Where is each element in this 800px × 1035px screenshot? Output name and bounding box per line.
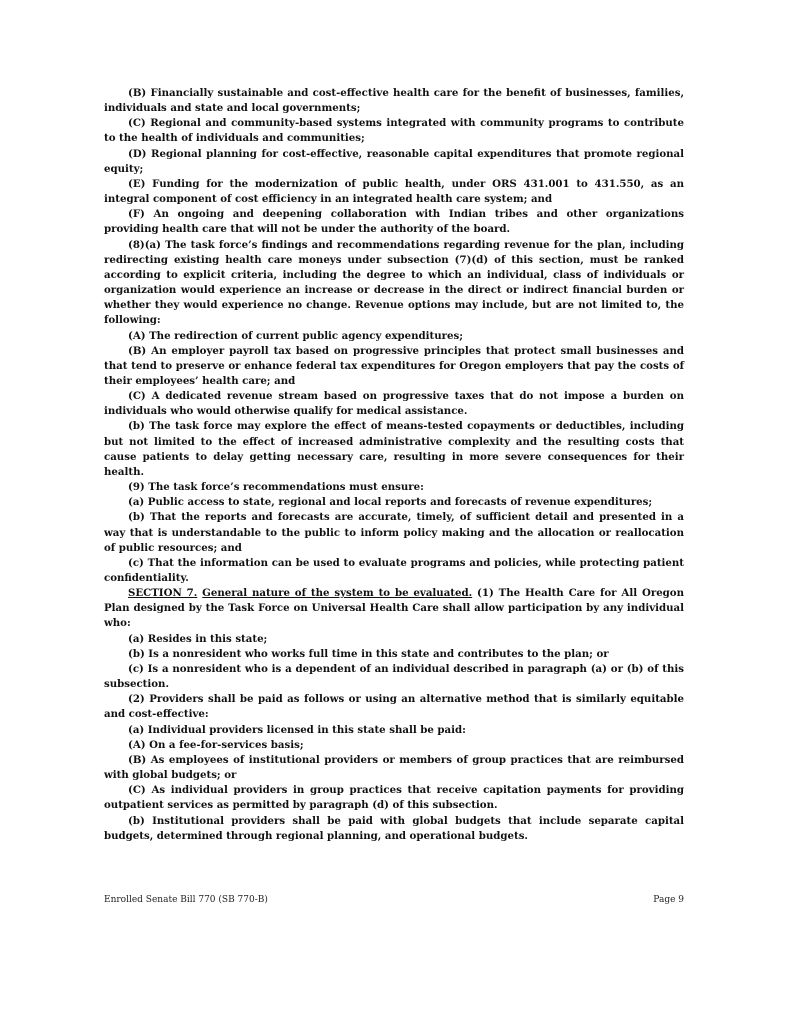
- page-number: Page 9: [653, 895, 684, 905]
- section-7-heading: [104, 586, 684, 631]
- paragraph: (B) Financially sustainable and cost-effective health care for the benefit of businesses, families, individuals and state and local governments;: [104, 87, 684, 115]
- paragraph: (E) Funding for the modernization of public health, under ORS 431.001 to 431.550, as an integral component of cost efficiency in an integrated health care system; and: [104, 177, 684, 206]
- paragraph: (B) An employer payroll tax based on progressive principles that protect small businesses and that tend to preserve or enhance federal tax expenditures for Oregon employers that pay the costs of their employees’ health care; and: [104, 344, 684, 387]
- paragraph: (2) Providers shall be paid as follows or using an alternative method that is similarly equitable and cost-effective:: [104, 693, 684, 721]
- paragraph: (C) A dedicated revenue stream based on progressive taxes that do not impose a burden on individuals who would otherwise qualify for medical assistance.: [104, 390, 684, 418]
- paragraph: (b) The task force may explore the effect of means-tested copayments or deductibles, including but not limited to the effect of increased administrative complexity and the resulting costs that cause patients to delay getting necessary care, resulting in more severe consequences for their health.: [104, 420, 684, 478]
- bill-identifier: Enrolled Senate Bill 770 (SB 770-B): [104, 895, 268, 905]
- document-body: [104, 86, 684, 844]
- paragraph: (A) The redirection of current public agency expenditures;: [128, 329, 463, 342]
- paragraph: (A) On a fee-for-services basis;: [128, 738, 304, 751]
- paragraph: (b) Is a nonresident who works full time in this state and contributes to the plan; or: [128, 647, 609, 660]
- paragraph: (a) Resides in this state;: [128, 632, 268, 645]
- paragraph: (8)(a) The task force’s findings and recommendations regarding revenue for the plan, including redirecting existing health care moneys under subsection (7)(d) of this section, must be ranked according to explicit criteria, including the degree to which an individual, class of individuals or organization would experience an increase or decrease in the direct or indirect financial burden or whether they would experience no change. Revenue options may include, but are not limited to, the following:: [104, 238, 684, 327]
- paragraph: (F) An ongoing and deepening collaboration with Indian tribes and other organizations providing health care that will not be under the authority of the board.: [104, 208, 684, 236]
- paragraph: (9) The task force’s recommendations must ensure:: [128, 481, 424, 494]
- page-footer: [104, 895, 684, 905]
- paragraph: (C) As individual providers in group practices that receive capitation payments for providing outpatient services as permitted by paragraph (d) of this subsection.: [104, 784, 684, 812]
- section-7-title: General nature of the system to be evaluated.: [202, 587, 473, 600]
- paragraph: (a) Individual providers licensed in this state shall be paid:: [128, 723, 466, 736]
- paragraph: (C) Regional and community-based systems integrated with community programs to contribute to the health of individuals and communities;: [104, 117, 684, 145]
- paragraph: (D) Regional planning for cost-effective, reasonable capital expenditures that promote regional equity;: [104, 147, 684, 175]
- paragraph: (b) That the reports and forecasts are accurate, timely, of sufficient detail and presented in a way that is understandable to the public to inform policy making and the allocation or reallocation of public resources; and: [104, 511, 684, 554]
- section-7-text: (1) The Health Care for All Oregon Plan designed by the Task Force on Universal Health Care shall allow participation by any individual who:: [104, 587, 685, 630]
- paragraph: (B) As employees of institutional providers or members of group practices that are reimbursed with global budgets; or: [104, 753, 684, 782]
- paragraph: (c) Is a nonresident who is a dependent of an individual described in paragraph (a) or (b) of this subsection.: [104, 662, 684, 691]
- paragraph: (b) Institutional providers shall be paid with global budgets that include separate capital budgets, determined through regional planning, and operational budgets.: [104, 814, 684, 842]
- paragraph: (a) Public access to state, regional and local reports and forecasts of revenue expenditures;: [128, 496, 653, 509]
- paragraph: (c) That the information can be used to evaluate programs and policies, while protecting patient confidentiality.: [104, 556, 684, 584]
- section-7-label: SECTION 7.: [128, 587, 198, 600]
